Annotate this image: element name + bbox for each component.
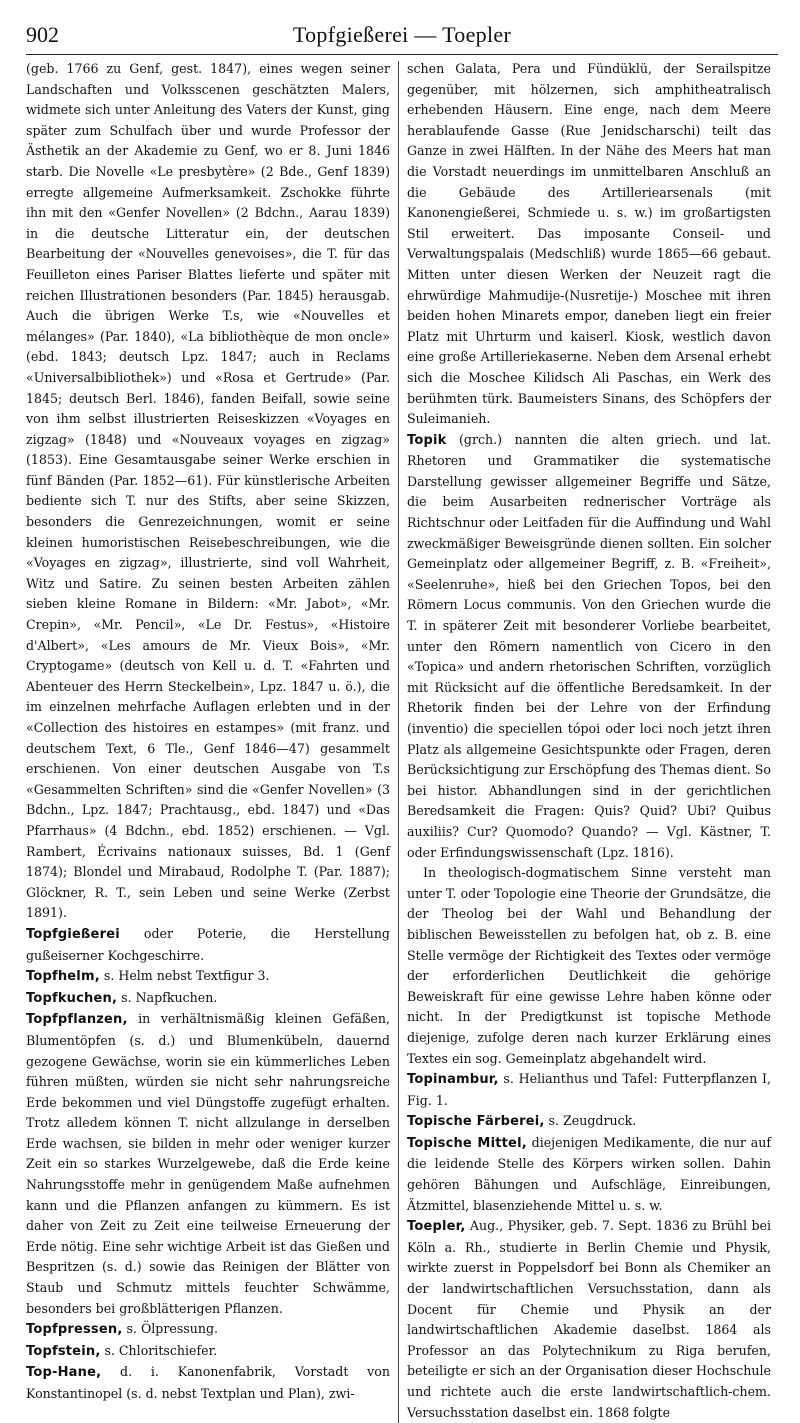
article-entry: Topfpressen, s. Ölpressung.	[26, 1321, 219, 1338]
headword: Topfgießerei	[26, 926, 120, 942]
headword: Topfhelm,	[26, 969, 100, 985]
headword: Topfpressen,	[26, 1322, 123, 1338]
headword: Topfstein,	[26, 1343, 101, 1359]
article-entry: Topfgießerei oder Poterie, die Herstellung gußeiserner Kochgeschirre.	[26, 925, 390, 963]
article-continuation: (geb. 1766 zu Genf, gest. 1847), eines wegen seiner Landschaften und Volksscenen geschätzten Malers, widmete sich unter Anleitung des Vaters der Kunst, ging später zum Schulfach über und wurde Professor der Ästhetik an der Akademie zu Genf, wo er 8. Juni 1846 starb. Die Novelle «Le presbytère» (2 Bde., Genf 1839) erregte allgemeine Aufmerksamkeit. Zschokke führte ihn mit den «Genfer Novellen» (2 Bdchn., Aarau 1839) in die deutsche Litteratur ein, der deutschen Bearbeitung der «Nouvelles genevoises», die T. für das Feuilleton eines Pariser Blattes lieferte und später mit reichen Illustrationen besonders (Par. 1845) herausgab. Auch die übrigen Werke T.s, wie «Nouvelles et mélanges» (Par. 1840), «La bibliothèque de mon oncle» (ebd. 1843; deutsch Lpz. 1847; auch in Reclams «Universalbibliothek») und «Rosa et Gertrude» (Par. 1845; deutsch Berl. 1846), fanden Beifall, sowie seine von ihm selbst illustrierten Reiseskizzen «Voyages en zigzag» (1848) und «Nouveaux voyages en zigzag» (1853). Eine Gesamtausgabe seiner Werke erschien in fünf Bänden (Par. 1852—61). Für künstlerische Arbeiten bediente sich T. nur des Stifts, aber seine Skizzen, besonders die Genrezeichnungen, womit er seine kleinen humoristischen Reisebeschreibungen, wie die «Voyages en zigzag», illustrierte, sind voll Wahrheit, Witz und Satire. Zu seinen besten Arbeiten zählen sieben kleine Romane in Bildern: «Mr. Jabot», «Mr. Crepin», «Mr. Pencil», «Le Dr. Festus», «Histoire d'Albert», «Les amours de Mr. Vieux Bois», «Mr. Cryptogame» (deutsch von Kell u. d. T. «Fahrten und Abenteuer des Herrn Steckelbein», Lpz. 1847 u. ö.), die im einzelnen mehrfache Auflagen erlebten und in der «Collection des histoires en estampes» (mit franz. und deutschem Text, 6 Tle., Genf 1846—47) gesammelt erschienen. Von einer deutschen Ausgabe von T.s «Gesammelten Schriften» sind die «Genfer Novellen» (3 Bdchn., Lpz. 1847; Prachtausg., ebd. 1847) und «Das Pfarrhaus» (4 Bdchn., ebd. 1852) erschienen. — Vgl. Rambert, Écrivains nationaux suisses, Bd. 1 (Genf 1874); Blondel und Mirabaud, Rodolphe T. (Par. 1887); Glöckner, R. T., sein Leben und seine Werke (Zerbst 1891).	[26, 61, 390, 921]
article-entry: Topfkuchen, s. Napfkuchen.	[26, 989, 218, 1006]
article-entry: Topinambur, s. Helianthus und Tafel: Futterpflanzen I, Fig. 1.	[407, 1071, 771, 1108]
article-entry: Topische Färberei, s. Zeugdruck.	[407, 1113, 637, 1130]
article-continuation: schen Galata, Pera und Fündüklü, der Serailspitze gegenüber, mit hölzernen, sich amphitheatralisch erhebenden Häusern. Eine enge, nach dem Meere herablaufende Gasse (Rue Jenidscharschi) teilt das Ganze in zwei Hälften. In der Nähe des Meers hat man die Vorstadt neuerdings im unmittelbaren Anschluß an die Gebäude des Artilleriearsenals (mit Kanonengießerei, Schmiede u. s. w.) im großartigsten Stil erweitert. Das imposante Conseil- und Verwaltungspalais (Medschliß) wurde 1865—66 gebaut. Mitten unter diesen Werken der Neuzeit ragt die ehrwürdige Mahmudije-(Nusretije-) Moschee mit ihren beiden hohen Minarets empor, daneben liegt ein freier Platz mit Uhrturm und kaiserl. Kiosk, westlich davon eine große Artilleriekaserne. Neben dem Arsenal erhebt sich die Moschee Kilidsch Ali Paschas, ein Werk des berühmten türk. Baumeisters Sinans, des Schöpfers der Suleimanieh.	[407, 61, 771, 427]
headword: Topik	[407, 432, 447, 448]
headword: Topfpflanzen,	[26, 1012, 128, 1028]
text-columns	[26, 59, 778, 1423]
article-entry: Topfstein, s. Chloritschiefer.	[26, 1342, 218, 1359]
article-paragraph: In theologisch-dogmatischem Sinne versteht man unter T. oder Topologie eine Theorie der Grundsätze, die der Theolog bei der Wahl und Behandlung der biblischen Beweisstellen zu befolgen hat, ob z. B. eine Stelle vermöge der Richtigkeit des Textes oder vermöge der erforderlichen Deutlichkeit die gehörige Beweiskraft für eine gewisse Lehre haben könne oder nicht. In der Predigtkunst ist topische Methode diejenige, zufolge deren nach kurzer Erklärung eines Textes ein sog. Gemeinplatz abgehandelt wird.	[407, 865, 771, 1066]
headword: Top-Hane,	[26, 1365, 102, 1381]
left-column	[26, 59, 398, 1423]
headword: Topfkuchen,	[26, 990, 118, 1006]
article-entry: Topik (grch.) nannten die alten griech. und lat. Rhetoren und Grammatiker die systematische Darstellung gewisser allgemeiner Begriffe und Sätze, die beim Ausarbeiten rednerischer Vorträge als Richtschnur oder Leitfaden für die Auffindung und Wahl zweckmäßiger Beweisgründe dienen sollten. Ein solcher Gemeinplatz oder allgemeiner Begriff, z. B. «Freiheit», «Seelenruhe», hieß bei den Griechen Topos, bei den Römern Locus communis. Von den Griechen wurde die T. in späterer Zeit mit besonderer Vorliebe bearbeitet, unter den Römern namentlich von Cicero in den «Topica» und andern rhetorischen Schriften, vorzüglich mit Rücksicht auf die öffentliche Beredsamkeit. In der Rhetorik finden bei der Lehre von der Erfindung (inventio) die speciellen tópoi oder loci noch jetzt ihren Platz als allgemeine Gesichtspunkte oder Fragen, deren Berücksichtigung zur Erschöpfung des Themas dient. So bei histor. Abhandlungen sind in der gerichtlichen Beredsamkeit die Fragen: Quis? Quid? Ubi? Quibus auxiliis? Cur? Quomodo? Quando? — Vgl. Kästner, T. oder Erfindungswissenschaft (Lpz. 1816).	[407, 431, 771, 860]
article-entry: Topfhelm, s. Helm nebst Textfigur 3.	[26, 968, 270, 985]
running-head: Topfgießerei — Toepler	[292, 22, 512, 47]
article-entry: Top-Hane, d. i. Kanonenfabrik, Vorstadt von Konstantinopel (s. d. nebst Textplan und Plan), zwi-	[26, 1364, 390, 1401]
right-column	[399, 59, 771, 1423]
headword: Toepler,	[407, 1219, 466, 1235]
article-entry: Toepler, Aug., Physiker, geb. 7. Sept. 1836 zu Brühl bei Köln a. Rh., studierte in Berlin Chemie und Physik, wirkte zuerst in Poppelsdorf bei Bonn als Chemiker an der landwirtschaftlichen Versuchsstation, dann als Docent für Chemie und Physik an der landwirtschaftlichen Akademie daselbst. 1864 als Professor an das Polytechnikum zu Riga berufen, beteiligte er sich an der Organisation dieser Hochschule und richtete auch die erste landwirtschaftlich-chem. Versuchsstation daselbst ein. 1868 folgte	[407, 1218, 771, 1420]
article-entry: Topische Mittel, diejenigen Medikamente, die nur auf die leidende Stelle des Körpers wirken sollen. Dahin gehören Bähungen und Aufschläge, Einreibungen, Ätzmittel, blasenziehende Mittel u. s. w.	[407, 1134, 771, 1213]
headword: Topische Mittel,	[407, 1135, 527, 1151]
headword: Topinambur,	[407, 1072, 499, 1088]
page-number: 902	[26, 22, 59, 47]
page-header	[26, 20, 778, 55]
headword: Topische Färberei,	[407, 1114, 545, 1130]
article-entry: Topfpflanzen, in verhältnismäßig kleinen Gefäßen, Blumentöpfen (s. d.) und Blumenkübeln, dauernd gezogene Gewächse, worin sie ein kümmerliches Leben führen müßten, würden sie nicht sehr nahrungsreiche Erde bekommen und viel Düngstoffe zugefügt erhalten. Trotz alledem können T. nicht allzulange in derselben Erde wachsen, sie bilden in mehr oder weniger kurzer Zeit ein so starkes Wurzelgewebe, daß die Erde keine Nahrungsstoffe mehr in genügendem Maße aufnehmen kann und die Pflanzen anfangen zu kümmern. Es ist daher von Zeit zu Zeit eine teilweise Erneuerung der Erde nötig. Eine sehr wichtige Arbeit ist das Gießen und Bespritzen (s. d.) sowie das Reinigen der Blätter von Staub und Schmutz mittels feuchter Schwämme, besonders bei großblätterigen Pflanzen.	[26, 1011, 390, 1316]
